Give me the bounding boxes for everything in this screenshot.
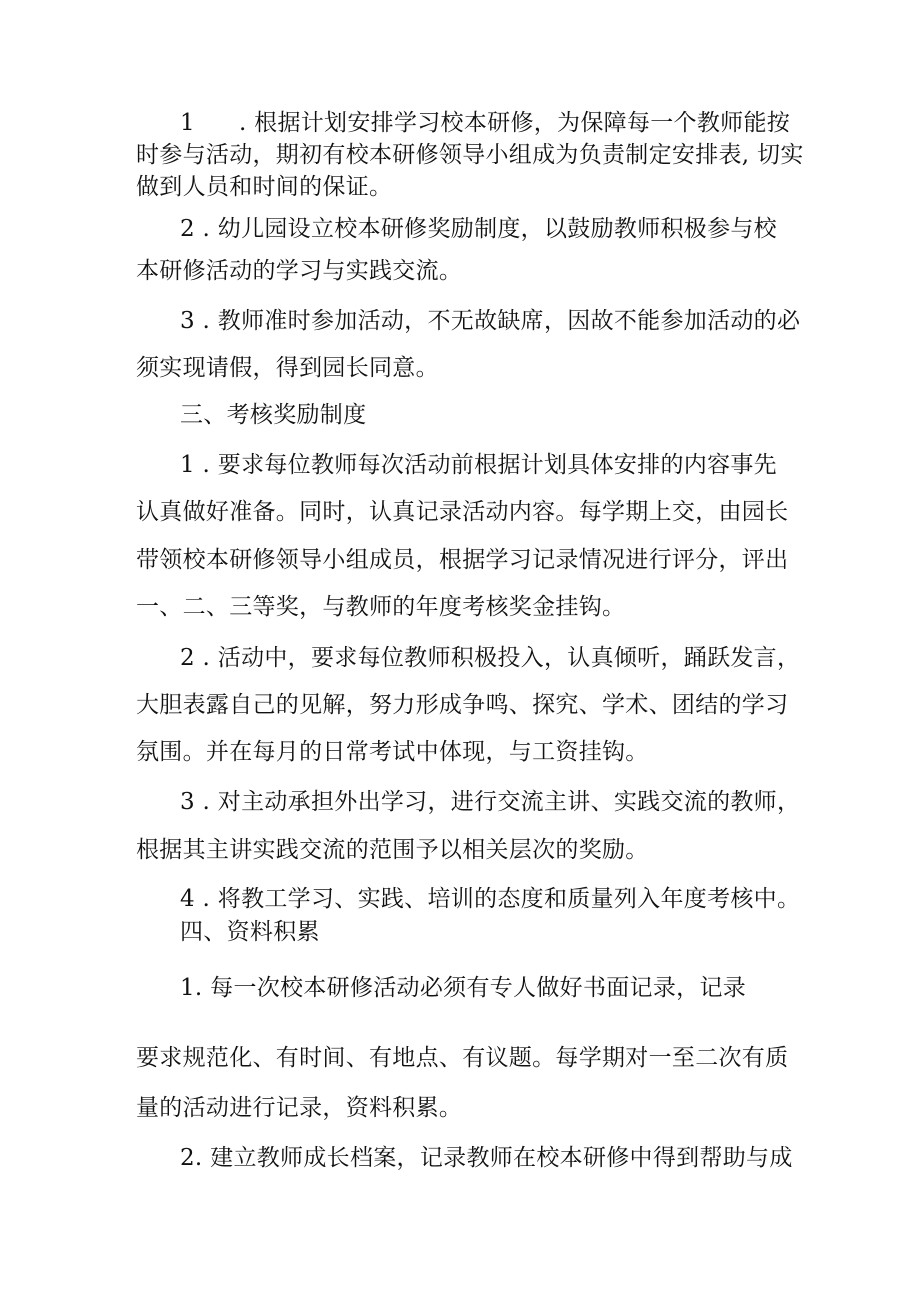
paragraph-4-line-2: 认真做好准备。同时，认真记录活动内容。每学期上交，由园长 xyxy=(136,499,789,525)
paragraph-8-line-1: 1. 每一次校本研修活动必须有专人做好书面记录，记录 xyxy=(180,975,747,1001)
paragraph-10-line-1: 2. 建立教师成长档案，记录教师在校本研修中得到帮助与成 xyxy=(180,1145,793,1171)
paragraph-7-line-1: 4 . 将教工学习、实践、培训的态度和质量列入年度考核中。 xyxy=(180,886,801,912)
section-heading-3: 三、考核奖励制度 xyxy=(180,402,367,428)
paragraph-3-line-1: 3 . 教师准时参加活动，不无故缺席，因故不能参加活动的必 xyxy=(180,308,801,334)
paragraph-4-line-1: 1 . 要求每位教师每次活动前根据计划具体安排的内容事先 xyxy=(180,452,777,478)
paragraph-1-line-3: 做到人员和时间的保证。 xyxy=(136,174,393,200)
paragraph-9-line-2: 量的活动进行记录，资料积累。 xyxy=(136,1095,463,1121)
paragraph-1-number: 1 xyxy=(180,110,195,136)
paragraph-5-line-3: 氛围。并在每月的日常考试中体现，与工资挂钩。 xyxy=(136,739,649,765)
paragraph-2-line-2: 本研修活动的学习与实践交流。 xyxy=(136,258,463,284)
section-heading-4: 四、资料积累 xyxy=(180,919,320,945)
paragraph-9-line-1: 要求规范化、有时间、有地点、有议题。每学期对一至二次有质 xyxy=(136,1045,789,1071)
paragraph-1-line-1-text: . 根据计划安排学习校本研修，为保障每一个教师能按 xyxy=(238,110,791,136)
paragraph-5-line-1: 2 . 活动中，要求每位教师积极投入，认真倾听，踊跃发言， xyxy=(180,645,801,671)
paragraph-4-line-4: 一、二、三等奖，与教师的年度考核奖金挂钩。 xyxy=(136,594,626,620)
paragraph-1-line-2: 时参与活动，期初有校本研修领导小组成为负责制定安排表, 切实 xyxy=(136,142,804,168)
paragraph-3-line-2: 须实现请假，得到园长同意。 xyxy=(136,355,439,381)
paragraph-6-line-1: 3 . 对主动承担外出学习，进行交流主讲、实践交流的教师， xyxy=(180,789,801,815)
paragraph-6-line-2: 根据其主讲实践交流的范围予以相关层次的奖励。 xyxy=(136,837,649,863)
paragraph-2-line-1: 2 . 幼儿园设立校本研修奖励制度，以鼓励教师积极参与校 xyxy=(180,216,777,242)
paragraph-4-line-3: 带领校本研修领导小组成员，根据学习记录情况进行评分，评出 xyxy=(136,547,789,573)
paragraph-1-line-1 xyxy=(180,108,790,138)
paragraph-5-line-2: 大胆表露自己的见解，努力形成争鸣、探究、学术、团结的学习 xyxy=(136,692,789,718)
